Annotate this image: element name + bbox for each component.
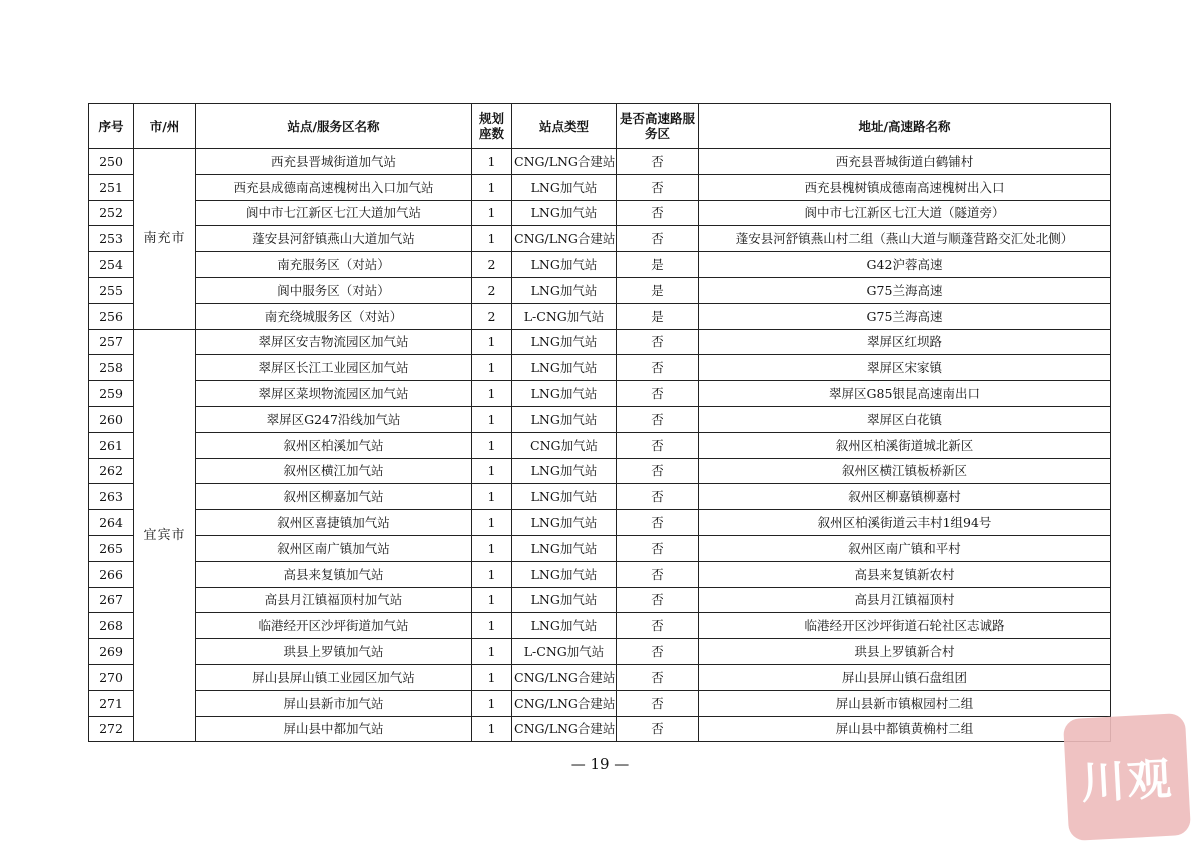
cell-address: 翠屏区宋家镇: [699, 355, 1111, 381]
table-row: [89, 510, 1111, 536]
header-name: 站点/服务区名称: [196, 104, 472, 149]
table-body: [89, 149, 1111, 742]
cell-seats: 1: [472, 690, 512, 716]
cell-name: 叙州区柳嘉加气站: [196, 484, 472, 510]
cell-seats: 1: [472, 613, 512, 639]
cell-address: 屏山县屏山镇石盘组团: [699, 664, 1111, 690]
cell-address: 珙县上罗镇新合村: [699, 639, 1111, 665]
cell-name: 屏山县中都加气站: [196, 716, 472, 742]
cell-seats: 1: [472, 355, 512, 381]
cell-type: LNG加气站: [512, 561, 617, 587]
cell-type: LNG加气站: [512, 458, 617, 484]
cell-address: G75兰海高速: [699, 277, 1111, 303]
cell-type: LNG加气站: [512, 277, 617, 303]
header-seats: 规划座数: [472, 104, 512, 149]
table-row: [89, 561, 1111, 587]
cell-type: LNG加气站: [512, 200, 617, 226]
cell-seats: 1: [472, 639, 512, 665]
cell-address: 西充县晋城街道白鹤铺村: [699, 149, 1111, 175]
cell-address: G42沪蓉高速: [699, 252, 1111, 278]
cell-address: 叙州区南广镇和平村: [699, 535, 1111, 561]
table-row: [89, 535, 1111, 561]
table-row: [89, 716, 1111, 742]
cell-address: 叙州区横江镇板桥新区: [699, 458, 1111, 484]
cell-seq: 260: [89, 406, 134, 432]
table-row: [89, 303, 1111, 329]
cell-type: LNG加气站: [512, 484, 617, 510]
cell-seq: 266: [89, 561, 134, 587]
cell-address: 叙州区柳嘉镇柳嘉村: [699, 484, 1111, 510]
cell-type: L-CNG加气站: [512, 639, 617, 665]
cell-highway: 否: [617, 587, 699, 613]
cell-name: 高县月江镇福顶村加气站: [196, 587, 472, 613]
cell-highway: 否: [617, 458, 699, 484]
cell-seq: 256: [89, 303, 134, 329]
cell-type: CNG/LNG合建站: [512, 226, 617, 252]
cell-name: 临港经开区沙坪街道加气站: [196, 613, 472, 639]
page-number: — 19 —: [570, 755, 630, 773]
cell-seats: 1: [472, 226, 512, 252]
cell-seq: 271: [89, 690, 134, 716]
cell-name: 珙县上罗镇加气站: [196, 639, 472, 665]
cell-address: 翠屏区白花镇: [699, 406, 1111, 432]
cell-address: 屏山县新市镇椒园村二组: [699, 690, 1111, 716]
cell-seats: 1: [472, 484, 512, 510]
cell-highway: 否: [617, 381, 699, 407]
cell-name: 叙州区南广镇加气站: [196, 535, 472, 561]
cell-name: 阆中服务区（对站）: [196, 277, 472, 303]
cell-seats: 1: [472, 587, 512, 613]
cell-seq: 272: [89, 716, 134, 742]
cell-name: 翠屏区G247沿线加气站: [196, 406, 472, 432]
cell-highway: 否: [617, 200, 699, 226]
cell-seats: 1: [472, 406, 512, 432]
cell-type: CNG/LNG合建站: [512, 716, 617, 742]
cell-name: 高县来复镇加气站: [196, 561, 472, 587]
watermark-text: 川观: [1079, 753, 1175, 810]
table-row: [89, 252, 1111, 278]
header-type: 站点类型: [512, 104, 617, 149]
table-row: [89, 149, 1111, 175]
cell-name: 西充县成德南高速槐树出入口加气站: [196, 174, 472, 200]
cell-type: LNG加气站: [512, 406, 617, 432]
cell-seats: 2: [472, 277, 512, 303]
table-row: [89, 613, 1111, 639]
header-address: 地址/高速路名称: [699, 104, 1111, 149]
cell-name: 屏山县屏山镇工业园区加气站: [196, 664, 472, 690]
cell-highway: 否: [617, 561, 699, 587]
cell-highway: 否: [617, 226, 699, 252]
cell-seats: 1: [472, 432, 512, 458]
cell-type: LNG加气站: [512, 613, 617, 639]
cell-type: L-CNG加气站: [512, 303, 617, 329]
table-row: [89, 587, 1111, 613]
cell-highway: 否: [617, 149, 699, 175]
cell-address: 翠屏区红坝路: [699, 329, 1111, 355]
cell-highway: 否: [617, 510, 699, 536]
cell-address: 叙州区柏溪街道城北新区: [699, 432, 1111, 458]
cell-type: LNG加气站: [512, 381, 617, 407]
cell-seats: 1: [472, 200, 512, 226]
cell-seq: 255: [89, 277, 134, 303]
cell-seq: 269: [89, 639, 134, 665]
cell-seats: 1: [472, 174, 512, 200]
cell-name: 屏山县新市加气站: [196, 690, 472, 716]
cell-highway: 是: [617, 303, 699, 329]
table-row: [89, 639, 1111, 665]
cell-address: 临港经开区沙坪街道石轮社区志诚路: [699, 613, 1111, 639]
cell-highway: 否: [617, 484, 699, 510]
cell-seq: 257: [89, 329, 134, 355]
cell-address: 高县来复镇新农村: [699, 561, 1111, 587]
table-row: [89, 381, 1111, 407]
cell-address: 屏山县中都镇黄桷村二组: [699, 716, 1111, 742]
cell-address: 阆中市七江新区七江大道（隧道旁）: [699, 200, 1111, 226]
cell-highway: 是: [617, 252, 699, 278]
cell-highway: 否: [617, 355, 699, 381]
cell-seq: 259: [89, 381, 134, 407]
cell-name: 翠屏区安吉物流园区加气站: [196, 329, 472, 355]
cell-seq: 254: [89, 252, 134, 278]
cell-seq: 251: [89, 174, 134, 200]
cell-name: 叙州区横江加气站: [196, 458, 472, 484]
cell-seq: 264: [89, 510, 134, 536]
cell-seq: 265: [89, 535, 134, 561]
cell-name: 翠屏区菜坝物流园区加气站: [196, 381, 472, 407]
cell-type: CNG/LNG合建站: [512, 149, 617, 175]
cell-seq: 250: [89, 149, 134, 175]
cell-type: LNG加气站: [512, 587, 617, 613]
cell-seats: 1: [472, 149, 512, 175]
header-seq: 序号: [89, 104, 134, 149]
table-row: [89, 277, 1111, 303]
cell-city: 南充市: [134, 149, 196, 330]
watermark-logo: [1063, 713, 1191, 841]
cell-address: 西充县槐树镇成德南高速槐树出入口: [699, 174, 1111, 200]
cell-type: LNG加气站: [512, 252, 617, 278]
cell-type: LNG加气站: [512, 329, 617, 355]
cell-seq: 252: [89, 200, 134, 226]
cell-name: 翠屏区长江工业园区加气站: [196, 355, 472, 381]
cell-highway: 否: [617, 174, 699, 200]
cell-address: 叙州区柏溪街道云丰村1组94号: [699, 510, 1111, 536]
cell-type: LNG加气站: [512, 355, 617, 381]
cell-type: LNG加气站: [512, 510, 617, 536]
cell-highway: 否: [617, 639, 699, 665]
cell-highway: 是: [617, 277, 699, 303]
cell-address: G75兰海高速: [699, 303, 1111, 329]
cell-seats: 1: [472, 381, 512, 407]
table-row: [89, 226, 1111, 252]
header-highway: 是否高速路服务区: [617, 104, 699, 149]
cell-seq: 261: [89, 432, 134, 458]
cell-seats: 1: [472, 664, 512, 690]
cell-highway: 否: [617, 716, 699, 742]
table-row: [89, 664, 1111, 690]
cell-seats: 1: [472, 561, 512, 587]
cell-seq: 263: [89, 484, 134, 510]
cell-seats: 2: [472, 252, 512, 278]
station-table: [88, 103, 1111, 742]
cell-seq: 262: [89, 458, 134, 484]
cell-address: 高县月江镇福顶村: [699, 587, 1111, 613]
cell-highway: 否: [617, 690, 699, 716]
cell-type: CNG加气站: [512, 432, 617, 458]
cell-seats: 2: [472, 303, 512, 329]
cell-city: 宜宾市: [134, 329, 196, 742]
cell-type: CNG/LNG合建站: [512, 690, 617, 716]
cell-seq: 258: [89, 355, 134, 381]
cell-type: CNG/LNG合建站: [512, 664, 617, 690]
table-row: [89, 200, 1111, 226]
header-city: 市/州: [134, 104, 196, 149]
table-row: [89, 406, 1111, 432]
cell-seq: 268: [89, 613, 134, 639]
cell-seats: 1: [472, 458, 512, 484]
cell-name: 阆中市七江新区七江大道加气站: [196, 200, 472, 226]
cell-address: 蓬安县河舒镇燕山村二组（燕山大道与顺蓬营路交汇处北侧）: [699, 226, 1111, 252]
cell-seq: 267: [89, 587, 134, 613]
cell-seq: 270: [89, 664, 134, 690]
cell-seats: 1: [472, 329, 512, 355]
cell-highway: 否: [617, 535, 699, 561]
cell-highway: 否: [617, 406, 699, 432]
cell-type: LNG加气站: [512, 535, 617, 561]
table-row: [89, 458, 1111, 484]
table-row: [89, 355, 1111, 381]
table-row: [89, 174, 1111, 200]
cell-seats: 1: [472, 716, 512, 742]
cell-seats: 1: [472, 535, 512, 561]
table-row: [89, 690, 1111, 716]
cell-highway: 否: [617, 329, 699, 355]
table-row: [89, 484, 1111, 510]
table-row: [89, 329, 1111, 355]
cell-name: 蓬安县河舒镇燕山大道加气站: [196, 226, 472, 252]
cell-name: 南充服务区（对站）: [196, 252, 472, 278]
cell-highway: 否: [617, 664, 699, 690]
cell-name: 西充县晋城街道加气站: [196, 149, 472, 175]
cell-name: 叙州区喜捷镇加气站: [196, 510, 472, 536]
cell-highway: 否: [617, 432, 699, 458]
cell-address: 翠屏区G85银昆高速南出口: [699, 381, 1111, 407]
cell-seq: 253: [89, 226, 134, 252]
table-row: [89, 432, 1111, 458]
cell-highway: 否: [617, 613, 699, 639]
cell-name: 叙州区柏溪加气站: [196, 432, 472, 458]
header-row: [89, 104, 1111, 149]
cell-type: LNG加气站: [512, 174, 617, 200]
cell-name: 南充绕城服务区（对站）: [196, 303, 472, 329]
cell-seats: 1: [472, 510, 512, 536]
